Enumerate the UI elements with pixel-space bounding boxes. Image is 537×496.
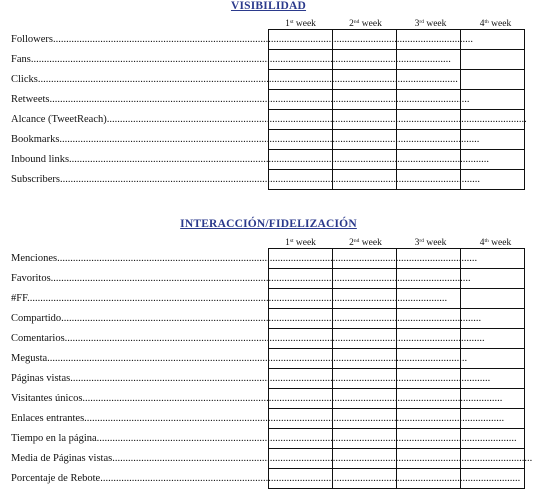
week-cell[interactable] bbox=[269, 449, 333, 469]
row-label bbox=[11, 273, 471, 285]
week-cell[interactable] bbox=[397, 449, 461, 469]
week-cell[interactable] bbox=[333, 130, 397, 150]
row-label bbox=[11, 293, 448, 305]
row-label bbox=[11, 453, 533, 465]
section-title-interaccion: INTERACCIÓN/FIDELIZACIÓN bbox=[180, 218, 357, 230]
row-label bbox=[11, 34, 473, 46]
week-cell[interactable] bbox=[333, 30, 397, 50]
week-cell[interactable] bbox=[397, 150, 461, 170]
interaccion-grid bbox=[268, 248, 525, 489]
week-cell[interactable] bbox=[397, 409, 461, 429]
week-cell[interactable] bbox=[333, 309, 397, 329]
week-4-header: 4th week bbox=[479, 19, 512, 29]
week-cell[interactable] bbox=[333, 70, 397, 90]
week-cell[interactable] bbox=[333, 469, 397, 489]
leader-dots: ................................................................................................................................................................ bbox=[84, 413, 505, 424]
row-label bbox=[11, 313, 482, 325]
leader-dots: ................................................................................................................................................................ bbox=[69, 154, 490, 165]
table-row bbox=[269, 369, 525, 389]
row-label-text: Comentarios bbox=[11, 333, 65, 344]
week-cell[interactable] bbox=[461, 289, 525, 309]
week-cell[interactable] bbox=[269, 90, 333, 110]
row-label-text: #FF bbox=[11, 293, 28, 304]
week-cell[interactable] bbox=[461, 130, 525, 150]
week-header-interaccion bbox=[268, 236, 528, 248]
week-cell[interactable] bbox=[333, 429, 397, 449]
week-cell[interactable] bbox=[269, 249, 333, 269]
week-cell[interactable] bbox=[333, 90, 397, 110]
week-cell[interactable] bbox=[333, 289, 397, 309]
table-row bbox=[269, 409, 525, 429]
week-cell[interactable] bbox=[269, 269, 333, 289]
row-label-text: Páginas vistas bbox=[11, 373, 71, 384]
table-row bbox=[269, 329, 525, 349]
week-2-header: 2nd week bbox=[349, 19, 382, 29]
week-cell[interactable] bbox=[269, 70, 333, 90]
week-cell[interactable] bbox=[461, 170, 525, 190]
leader-dots: ................................................................................................................................................................ bbox=[30, 54, 451, 65]
week-cell[interactable] bbox=[397, 130, 461, 150]
table-row bbox=[269, 110, 525, 130]
leader-dots: ................................................................................................................................................................ bbox=[27, 293, 448, 304]
week-cell[interactable] bbox=[397, 469, 461, 489]
row-label bbox=[11, 393, 503, 405]
week-cell[interactable] bbox=[333, 269, 397, 289]
leader-dots: ................................................................................................................................................................ bbox=[37, 74, 458, 85]
row-label bbox=[11, 134, 480, 146]
week-cell[interactable] bbox=[397, 90, 461, 110]
leader-dots: ................................................................................................................................................................ bbox=[100, 473, 521, 484]
table-row bbox=[269, 90, 525, 110]
row-label-text: Media de Páginas vistas bbox=[11, 453, 113, 464]
week-cell[interactable] bbox=[461, 150, 525, 170]
row-label-text: Clicks bbox=[11, 74, 38, 85]
leader-dots: ................................................................................................................................................................ bbox=[112, 453, 533, 464]
week-cell[interactable] bbox=[269, 130, 333, 150]
week-cell[interactable] bbox=[397, 110, 461, 130]
table-row bbox=[269, 389, 525, 409]
row-label bbox=[11, 174, 480, 186]
leader-dots: ................................................................................................................................................................ bbox=[53, 34, 473, 45]
leader-dots: ................................................................................................................................................................ bbox=[61, 313, 482, 324]
row-label bbox=[11, 333, 485, 345]
leader-dots: ................................................................................................................................................................ bbox=[106, 114, 527, 125]
row-label-text: Enlaces entrantes bbox=[11, 413, 85, 424]
row-label-text: Menciones bbox=[11, 253, 58, 264]
row-label-text: Bookmarks bbox=[11, 134, 60, 145]
week-cell[interactable] bbox=[397, 70, 461, 90]
week-cell[interactable] bbox=[397, 50, 461, 70]
week-cell[interactable] bbox=[269, 30, 333, 50]
week-cell[interactable] bbox=[397, 329, 461, 349]
row-label-text: Tiempo en la página bbox=[11, 433, 97, 444]
leader-dots: ................................................................................................................................................................ bbox=[82, 393, 503, 404]
week-cell[interactable] bbox=[269, 429, 333, 449]
week-1-header: 1st week bbox=[285, 238, 316, 248]
week-cell[interactable] bbox=[269, 329, 333, 349]
table-row bbox=[269, 269, 525, 289]
row-label bbox=[11, 54, 451, 66]
table-row bbox=[269, 130, 525, 150]
leader-dots: ................................................................................................................................................................ bbox=[60, 174, 480, 185]
week-4-header: 4th week bbox=[479, 238, 512, 248]
leader-dots: ................................................................................................................................................................ bbox=[49, 94, 470, 105]
week-cell[interactable] bbox=[333, 249, 397, 269]
week-cell[interactable] bbox=[333, 170, 397, 190]
leader-dots: ................................................................................................................................................................ bbox=[47, 353, 468, 364]
week-cell[interactable] bbox=[461, 309, 525, 329]
leader-dots: ................................................................................................................................................................ bbox=[64, 333, 485, 344]
row-label-text: Porcentaje de Rebote bbox=[11, 473, 101, 484]
row-label-text: Megusta bbox=[11, 353, 48, 364]
leader-dots: ................................................................................................................................................................ bbox=[96, 433, 517, 444]
table-row bbox=[269, 289, 525, 309]
table-row bbox=[269, 170, 525, 190]
visibilidad-grid bbox=[268, 29, 525, 190]
section-title-visibilidad: VISIBILIDAD bbox=[230, 0, 307, 12]
week-cell[interactable] bbox=[461, 249, 525, 269]
week-cell[interactable] bbox=[397, 429, 461, 449]
week-cell[interactable] bbox=[269, 170, 333, 190]
week-cell[interactable] bbox=[461, 50, 525, 70]
week-cell[interactable] bbox=[397, 369, 461, 389]
week-cell[interactable] bbox=[461, 469, 525, 489]
week-header-visibilidad bbox=[268, 17, 528, 29]
week-cell[interactable] bbox=[269, 369, 333, 389]
row-label bbox=[11, 433, 517, 445]
week-cell[interactable] bbox=[461, 389, 525, 409]
week-cell[interactable] bbox=[269, 289, 333, 309]
row-label-text: Inbound links bbox=[11, 154, 70, 165]
week-cell[interactable] bbox=[397, 309, 461, 329]
table-row bbox=[269, 70, 525, 90]
table-row bbox=[269, 50, 525, 70]
leader-dots: ................................................................................................................................................................ bbox=[50, 273, 471, 284]
week-cell[interactable] bbox=[397, 170, 461, 190]
leader-dots: ................................................................................................................................................................ bbox=[70, 373, 491, 384]
week-cell[interactable] bbox=[461, 110, 525, 130]
week-cell[interactable] bbox=[461, 449, 525, 469]
week-cell[interactable] bbox=[269, 349, 333, 369]
week-cell[interactable] bbox=[461, 349, 525, 369]
week-cell[interactable] bbox=[333, 409, 397, 429]
week-cell[interactable] bbox=[461, 90, 525, 110]
table-row bbox=[269, 150, 525, 170]
row-label bbox=[11, 154, 490, 166]
week-1-header: 1st week bbox=[285, 19, 316, 29]
table-row bbox=[269, 349, 525, 369]
week-cell[interactable] bbox=[397, 269, 461, 289]
week-cell[interactable] bbox=[397, 249, 461, 269]
week-cell[interactable] bbox=[333, 329, 397, 349]
row-label bbox=[11, 413, 505, 425]
table-row bbox=[269, 429, 525, 449]
week-cell[interactable] bbox=[269, 110, 333, 130]
week-cell[interactable] bbox=[397, 389, 461, 409]
row-label-text: Compartido bbox=[11, 313, 62, 324]
week-cell[interactable] bbox=[397, 30, 461, 50]
table-row bbox=[269, 249, 525, 269]
table-row bbox=[269, 30, 525, 50]
row-label-text: Favoritos bbox=[11, 273, 51, 284]
week-cell[interactable] bbox=[461, 70, 525, 90]
row-label bbox=[11, 353, 468, 365]
week-cell[interactable] bbox=[397, 349, 461, 369]
row-label-text: Retweets bbox=[11, 94, 50, 105]
row-label-text: Followers bbox=[11, 34, 53, 45]
week-cell[interactable] bbox=[269, 50, 333, 70]
week-cell[interactable] bbox=[461, 269, 525, 289]
table-row bbox=[269, 309, 525, 329]
row-label-text: Subscribers bbox=[11, 174, 60, 185]
row-label bbox=[11, 114, 527, 126]
row-label bbox=[11, 473, 521, 485]
week-cell[interactable] bbox=[461, 429, 525, 449]
table-row bbox=[269, 469, 525, 489]
week-cell[interactable] bbox=[461, 369, 525, 389]
leader-dots: ................................................................................................................................................................ bbox=[59, 134, 480, 145]
week-2-header: 2nd week bbox=[349, 238, 382, 248]
week-cell[interactable] bbox=[333, 449, 397, 469]
week-cell[interactable] bbox=[461, 30, 525, 50]
row-label bbox=[11, 94, 470, 106]
week-cell[interactable] bbox=[333, 369, 397, 389]
row-label bbox=[11, 74, 458, 86]
row-label-text: Fans bbox=[11, 54, 31, 65]
row-label bbox=[11, 373, 491, 385]
row-label-text: Visitantes únicos bbox=[11, 393, 83, 404]
table-row bbox=[269, 449, 525, 469]
week-cell[interactable] bbox=[461, 409, 525, 429]
week-cell[interactable] bbox=[269, 409, 333, 429]
week-cell[interactable] bbox=[269, 150, 333, 170]
week-cell[interactable] bbox=[333, 389, 397, 409]
week-cell[interactable] bbox=[397, 289, 461, 309]
week-3-header: 3rd week bbox=[414, 238, 447, 248]
week-cell[interactable] bbox=[333, 110, 397, 130]
leader-dots: ................................................................................................................................................................ bbox=[57, 253, 478, 264]
week-cell[interactable] bbox=[333, 349, 397, 369]
week-cell[interactable] bbox=[333, 150, 397, 170]
week-cell[interactable] bbox=[461, 329, 525, 349]
week-cell[interactable] bbox=[269, 309, 333, 329]
week-cell[interactable] bbox=[333, 50, 397, 70]
row-label-text: Alcance (TweetReach) bbox=[11, 114, 107, 125]
week-cell[interactable] bbox=[269, 389, 333, 409]
row-label bbox=[11, 253, 478, 265]
week-cell[interactable] bbox=[269, 469, 333, 489]
week-3-header: 3rd week bbox=[414, 19, 447, 29]
